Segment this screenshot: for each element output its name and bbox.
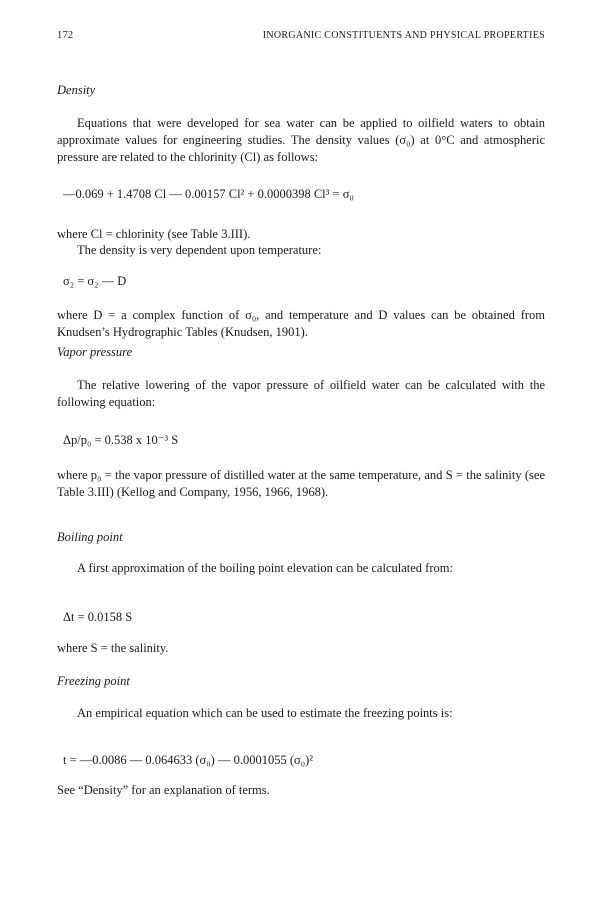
vapor-pressure-heading: Vapor pressure bbox=[57, 345, 133, 359]
vapor-pressure-intro: The relative lowering of the vapor pressure of oilfield water can be calculated with the following equation: bbox=[57, 378, 545, 409]
freezing-point-equation: t = —0.0086 — 0.064633 (σ₀) — 0.0001055 (σ₀)² bbox=[63, 753, 313, 767]
boiling-point-heading: Boiling point bbox=[57, 530, 123, 544]
running-title: INORGANIC CONSTITUENTS AND PHYSICAL PROPERTIES bbox=[262, 30, 545, 41]
freezing-point-see-also: See “Density” for an explanation of terms. bbox=[57, 783, 270, 797]
density-temperature-equation: σ₂ = σ₂ — D bbox=[63, 274, 127, 288]
freezing-point-heading: Freezing point bbox=[57, 674, 130, 688]
density-intro: Equations that were developed for sea water can be applied to oilfield waters to obtain approximate values for engineering studies. The density values (σ₀) at 0°C and atmospheric pressure are related to the chlorinity (Cl) as follows: bbox=[57, 116, 545, 164]
boiling-point-equation: Δt = 0.0158 S bbox=[63, 610, 133, 624]
density-equation: —0.069 + 1.4708 Cl — 0.00157 Cl² + 0.0000398 Cl³ = σ₀ bbox=[63, 187, 354, 201]
density-where-cl: where Cl = chlorinity (see Table 3.III). bbox=[57, 227, 251, 241]
page-number: 172 bbox=[57, 30, 74, 41]
density-temperature-note: The density is very dependent upon temperature: bbox=[77, 243, 322, 257]
density-heading: Density bbox=[57, 83, 96, 97]
vapor-pressure-where: where p₀ = the vapor pressure of distilled water at the same temperature, and S = the salinity (see Table 3.III) (Kellog and Company, 1956, 1966, 1968). bbox=[57, 468, 545, 499]
boiling-point-where: where S = the salinity. bbox=[57, 641, 169, 655]
page bbox=[57, 30, 545, 797]
running-header bbox=[57, 30, 545, 48]
freezing-point-intro: An empirical equation which can be used to estimate the freezing points is: bbox=[77, 706, 453, 720]
vapor-pressure-equation: Δp/p₀ = 0.538 x 10⁻³ S bbox=[63, 433, 179, 447]
density-where-d: where D = a complex function of σ₀, and temperature and D values can be obtained from Knudsen’s Hydrographic Tables (Knudsen, 1901). bbox=[57, 308, 545, 339]
boiling-point-intro: A first approximation of the boiling point elevation can be calculated from: bbox=[77, 561, 453, 575]
